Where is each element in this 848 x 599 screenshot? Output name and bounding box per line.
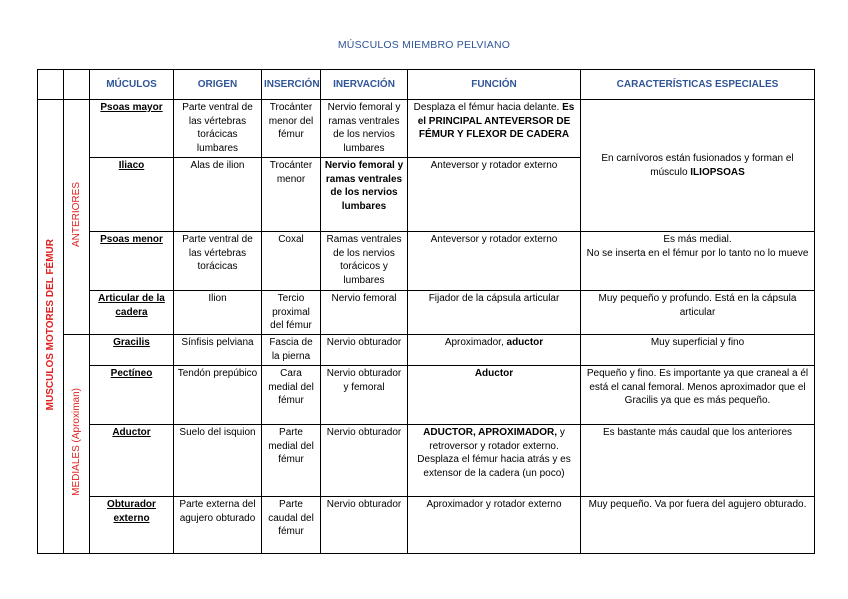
muscle-name: Articular de la cadera xyxy=(98,293,165,318)
inervacion-cell: Nervio obturador xyxy=(321,497,408,554)
funcion-emphasis: aductor xyxy=(506,337,544,348)
inervacion-cell: Nervio femoral xyxy=(321,291,408,335)
muscle-name: Psoas menor xyxy=(100,234,163,245)
insercion-cell: Trocánter menor del fémur xyxy=(262,100,321,158)
origen-cell: Suelo del isquion xyxy=(174,425,262,497)
inervacion-cell: Nervio femoral y ramas ventrales de los nervios lumbares xyxy=(321,158,408,232)
muscle-name: Pectíneo xyxy=(110,368,153,379)
header-musculos: MÚCULOS xyxy=(90,70,174,100)
origen-cell: Parte externa del agujero obturado xyxy=(174,497,262,554)
table-row xyxy=(38,335,815,366)
page-title: MÚSCULOS MIEMBRO PELVIANO xyxy=(337,39,511,51)
header-origen: ORIGEN xyxy=(174,70,262,100)
insercion-cell: Fascia de la pierna xyxy=(262,335,321,366)
funcion-cell: Anteversor y rotador externo xyxy=(408,232,581,291)
funcion-text: y retroversor y rotador externo. Desplaza el fémur hacia atrás y es extensor de la cadera (un poco) xyxy=(417,427,571,479)
funcion-cell xyxy=(408,100,581,158)
caract-cell: Muy superficial y fino xyxy=(581,335,815,366)
group-anteriores-cell xyxy=(64,100,90,335)
origen-cell: Tendón prepúbico xyxy=(174,366,262,425)
caract-cell: Muy pequeño y profundo. Está en la cápsula articular xyxy=(581,291,815,335)
table-row xyxy=(38,366,815,425)
group-main-cell xyxy=(38,100,64,554)
caract-line: No se inserta en el fémur por lo tanto no lo mueve xyxy=(586,247,809,259)
inervacion-cell: Nervio obturador xyxy=(321,425,408,497)
caract-emphasis: ILIOPSOAS xyxy=(690,166,745,178)
muscles-table xyxy=(37,69,815,554)
funcion-text: Aproximador, xyxy=(444,337,507,348)
header-funcion: FUNCIÓN xyxy=(408,70,581,100)
funcion-text: Desplaza el fémur hacia delante. xyxy=(413,102,560,113)
group-mediales-cell xyxy=(64,335,90,554)
header-insercion: INSERCIÓN xyxy=(262,70,321,100)
insercion-cell: Cara medial del fémur xyxy=(262,366,321,425)
funcion-cell: Fijador de la cápsula articular xyxy=(408,291,581,335)
funcion-cell: Aductor xyxy=(408,366,581,425)
group-mediales-label: MEDIALES (Aproximan) xyxy=(70,387,82,496)
origen-cell: Ilion xyxy=(174,291,262,335)
muscle-name: Obturador externo xyxy=(107,499,156,524)
origen-cell: Parte ventral de las vértebras torácicas xyxy=(174,232,262,291)
funcion-emphasis: ADUCTOR, APROXIMADOR, xyxy=(423,427,558,438)
caract-cell: Pequeño y fino. Es importante ya que craneal a él está el canal femoral. Menos aproximador que el Gracilis ya que es más pequeño. xyxy=(581,366,815,425)
table-row xyxy=(38,100,815,158)
funcion-emphasis: Es el PRINCIPAL ANTEVERSOR DE FÉMUR Y FLEXOR DE CADERA xyxy=(417,102,575,140)
caract-cell: Es bastante más caudal que los anteriores xyxy=(581,425,815,497)
funcion-cell xyxy=(408,425,581,497)
insercion-cell: Tercio proximal del fémur xyxy=(262,291,321,335)
table-row xyxy=(38,425,815,497)
insercion-cell: Parte caudal del fémur xyxy=(262,497,321,554)
header-caracteristicas: CARACTERÍSTICAS ESPECIALES xyxy=(581,70,815,100)
inervacion-cell: Nervio obturador y femoral xyxy=(321,366,408,425)
inervacion-cell: Nervio femoral y ramas ventrales de los nervios lumbares xyxy=(321,100,408,158)
origen-cell: Sínfisis pelviana xyxy=(174,335,262,366)
funcion-cell xyxy=(408,335,581,366)
insercion-cell: Coxal xyxy=(262,232,321,291)
origen-cell: Alas de ilion xyxy=(174,158,262,232)
group-anteriores-label: ANTERIORES xyxy=(70,182,82,248)
muscle-name: Psoas mayor xyxy=(100,102,163,113)
group-main-label: MUSCULOS MOTORES DEL FÉMUR xyxy=(44,238,56,410)
origen-cell: Parte ventral de las vértebras torácicas lumbares xyxy=(174,100,262,158)
header-row xyxy=(38,70,815,100)
inervacion-cell: Ramas ventrales de los nervios torácicos y lumbares xyxy=(321,232,408,291)
muscle-name: Iliaco xyxy=(118,160,145,171)
insercion-cell: Parte medial del fémur xyxy=(262,425,321,497)
inervacion-cell: Nervio obturador xyxy=(321,335,408,366)
table-row xyxy=(38,232,815,291)
caract-line: Es más medial. xyxy=(663,234,732,245)
header-blank xyxy=(64,70,90,100)
table-row xyxy=(38,291,815,335)
caract-cell: Muy pequeño. Va por fuera del agujero obturado. xyxy=(581,497,815,554)
header-blank xyxy=(38,70,64,100)
caract-cell xyxy=(581,232,815,291)
insercion-cell: Trocánter menor xyxy=(262,158,321,232)
caract-cell xyxy=(581,100,815,232)
table-row xyxy=(38,497,815,554)
funcion-cell: Anteversor y rotador externo xyxy=(408,158,581,232)
caract-text: En carnívoros están fusionados y forman el músculo xyxy=(601,153,794,178)
header-inervacion: INERVACIÓN xyxy=(321,70,408,100)
muscle-name: Gracilis xyxy=(113,337,150,348)
funcion-cell: Aproximador y rotador externo xyxy=(408,497,581,554)
muscle-name: Aductor xyxy=(112,427,151,438)
